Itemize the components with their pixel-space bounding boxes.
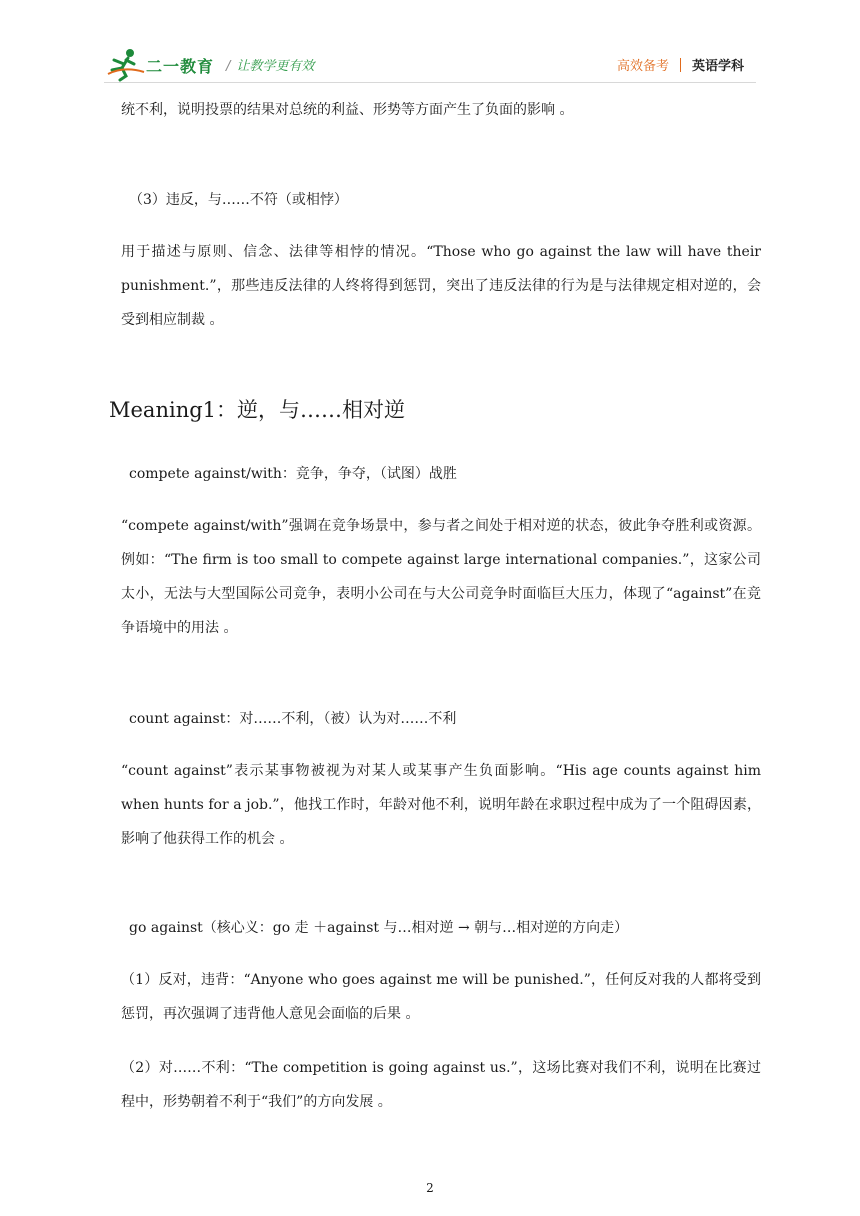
logo-text: 二一教育 [146,57,215,76]
paragraph-top: 统不利，说明投票的结果对总统的利益、形势等方面产生了负面的影响 。 [121,102,574,118]
header-tags [617,55,744,74]
go-against-meaning-2: （2）对……不利：“The competition is going against us.”，这场比赛对我们不利，说明在比赛过程中，形势朝着不利于“我们”的方向发展 。 [121,1060,761,1110]
page-header [0,0,860,96]
header-tag-right: 英语学科 [691,59,744,74]
compete-against-title: compete against/with：竞争，争夺，（试图）战胜 [129,466,457,482]
count-against-title: count against：对……不利，（被）认为对……不利 [129,711,457,727]
slogan: / 让教学更有效 [226,59,315,74]
go-against-title: go against（核心义：go 走 ＋against 与…相对逆 → 朝与…相对逆的方向走） [129,920,629,936]
slogan-text: 让教学更有效 [236,59,315,74]
meaning-heading: Meaning1：逆，与……相对逆 [109,398,406,422]
subsection-3-title: （3）违反，与……不符（或相悖） [129,192,348,208]
subsection-3-body: 用于描述与原则、信念、法律等相悖的情况。“Those who go against the law will have their punishment.”，那些违反法律的人终将得到惩罚，突出了违反法律的行为是与法律规定相对逆的，会受到相应制裁 。 [121,244,761,328]
page-number: 2 [426,1181,434,1195]
count-against-body: “count against”表示某事物被视为对某人或某事产生负面影响。“His age counts against him when hunts for a job.”，他找工作时，年龄对他不利，说明年龄在求职过程中成为了一个阻碍因素，影响了他获得工作的机会 。 [121,763,761,847]
compete-against-body: “compete against/with”强调在竞争场景中，参与者之间处于相对逆的状态，彼此争夺胜利或资源。例如：“The firm is too small to compete against large international companies.”，这家公司太小，无法与大型国际公司竞争，表明小公司在与大公司竞争时面临巨大压力，体现了“against”在竞争语境中的用法 。 [121,518,761,636]
header-tag-left: 高效备考 [616,59,669,74]
header-rule [104,82,756,83]
header-divider [680,58,681,72]
go-against-meaning-1: （1）反对，违背：“Anyone who goes against me will be punished.”，任何反对我的人都将受到惩罚，再次强调了违背他人意见会面临的后果 。 [121,972,761,1022]
